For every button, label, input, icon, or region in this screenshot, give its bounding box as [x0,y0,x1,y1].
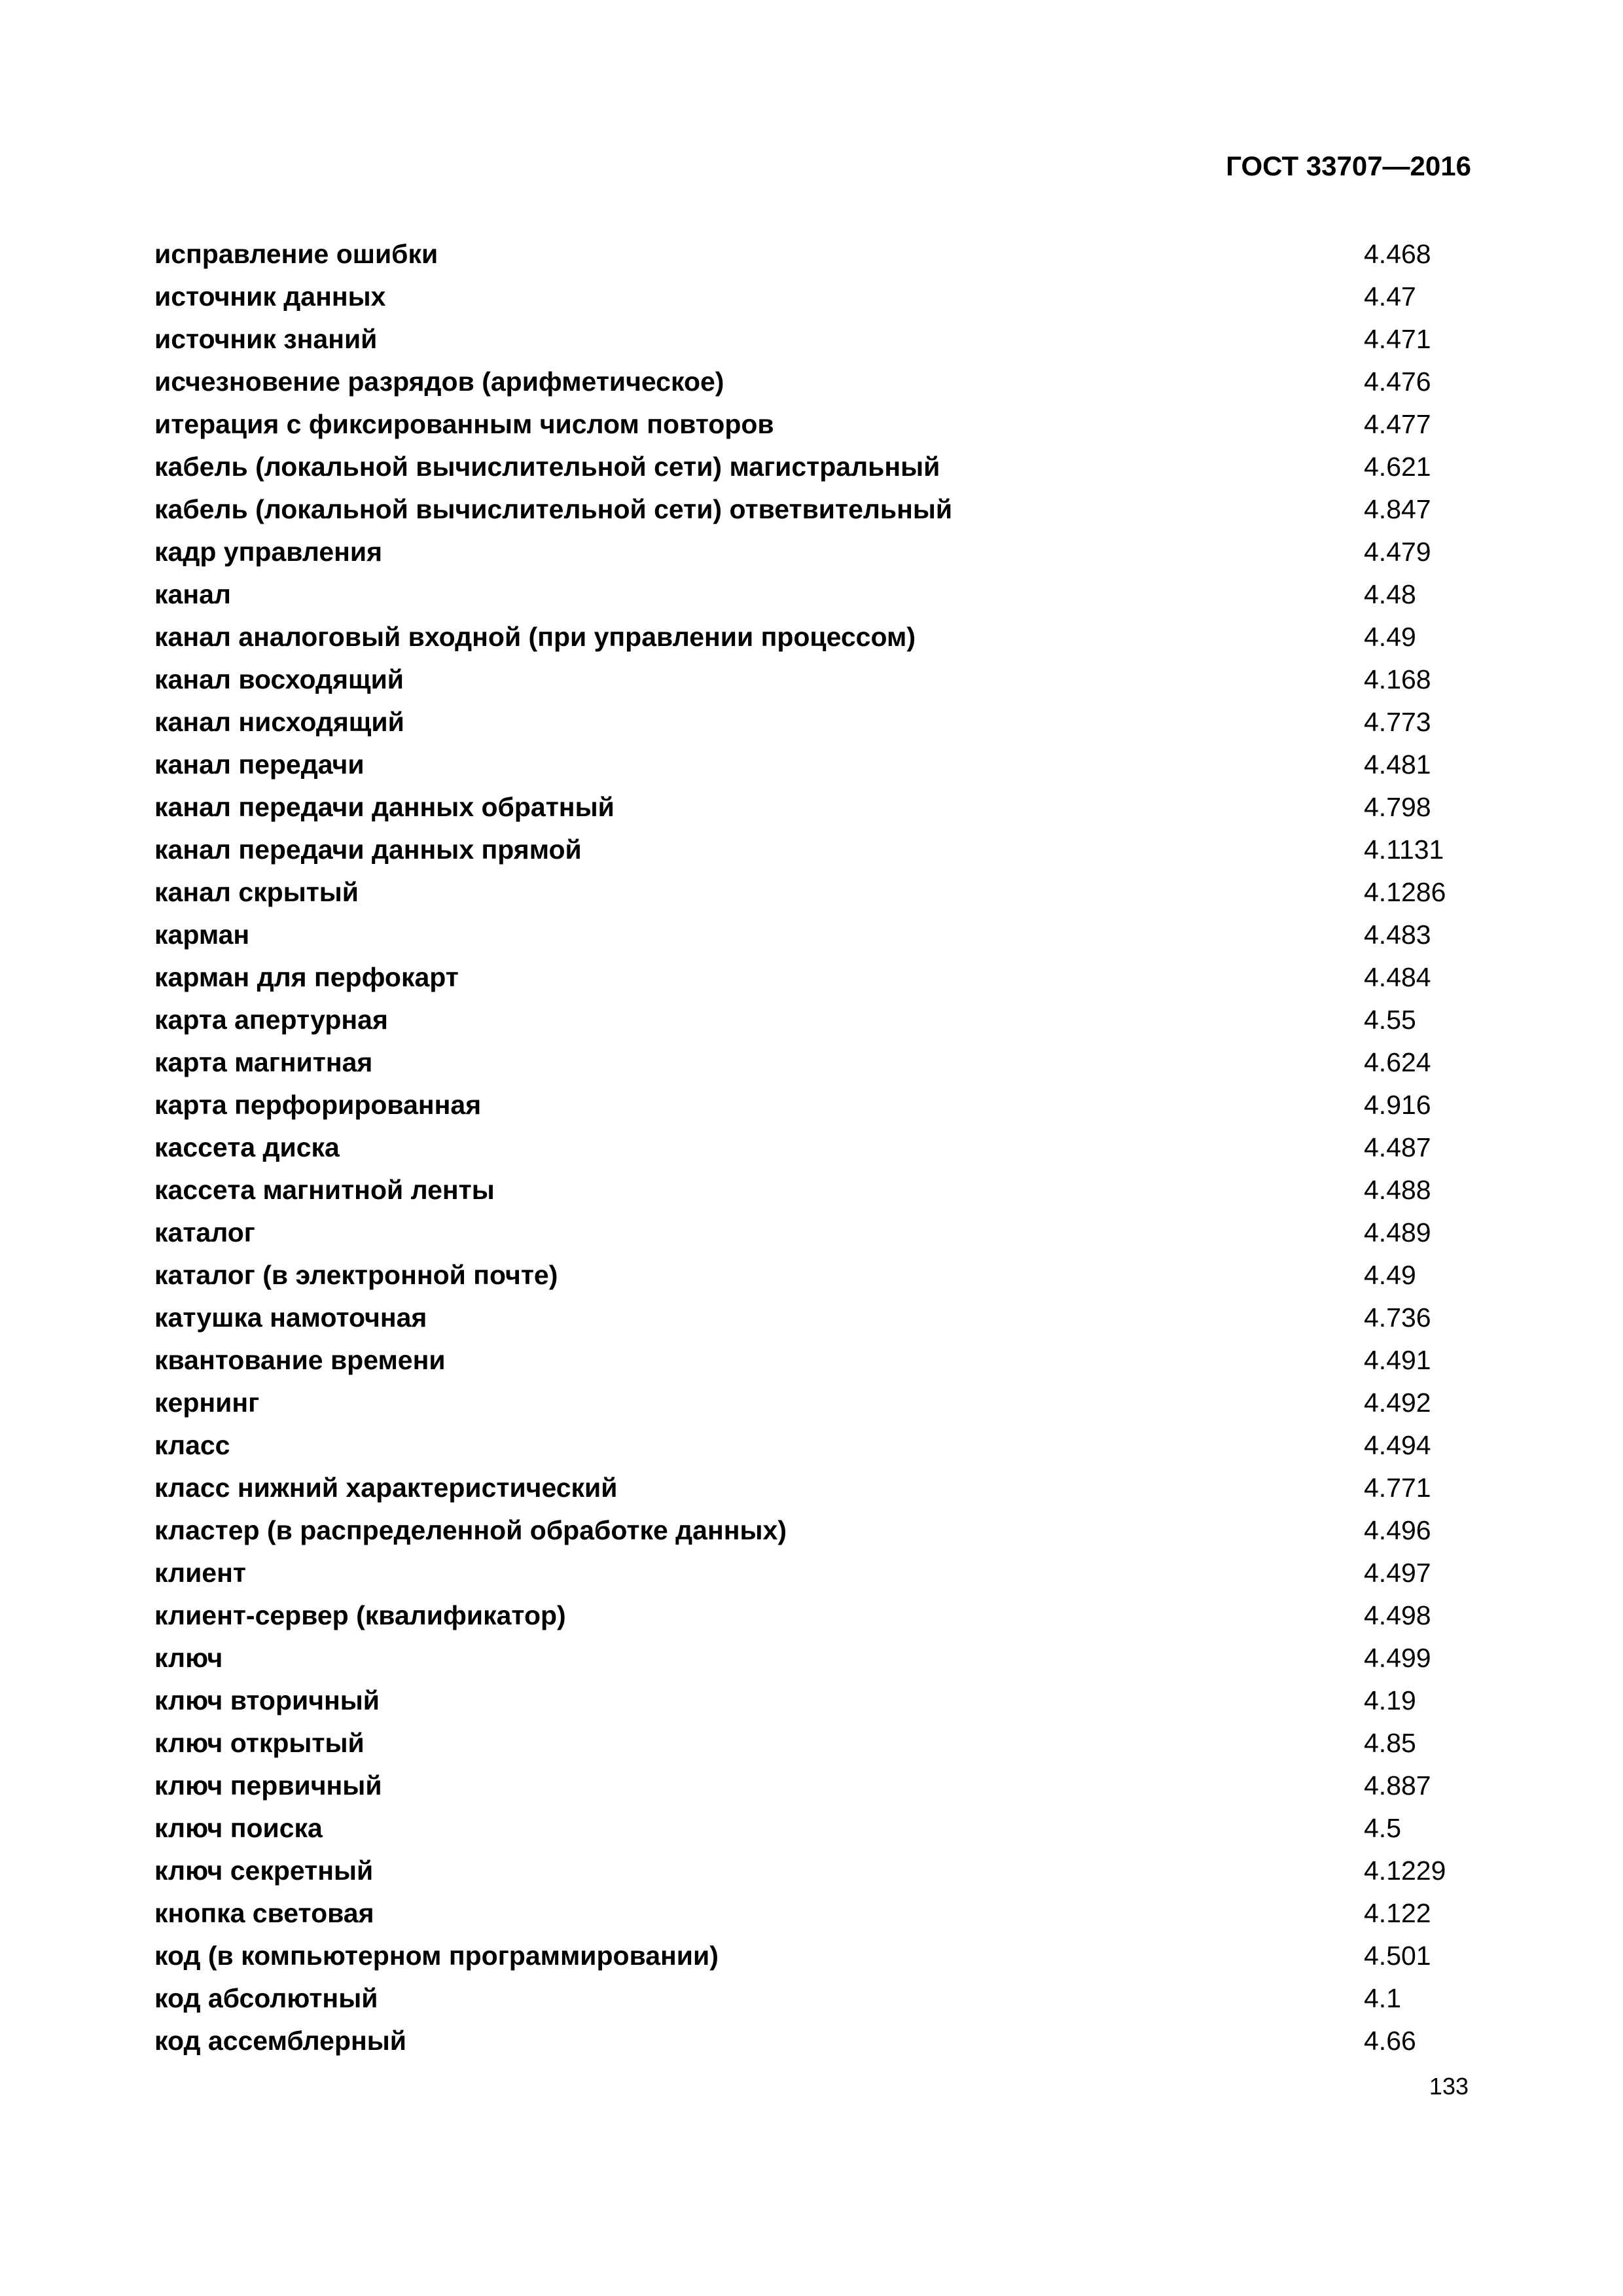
index-entry [154,1935,1476,1977]
index-term: канал передачи данных обратный [154,792,615,822]
index-entry [154,616,1476,658]
index-entry [154,956,1476,999]
index-reference: 4.621 [1364,452,1431,482]
index-entry [154,1892,1476,1935]
index-reference: 4.468 [1364,239,1431,269]
index-entry [154,1382,1476,1424]
index-term: кадр управления [154,537,383,567]
index-reference: 4.488 [1364,1175,1431,1205]
standard-code: ГОСТ 33707—2016 [1226,151,1471,181]
index-entry [154,1977,1476,2020]
index-reference: 4.1131 [1364,834,1444,865]
index-reference: 4.483 [1364,920,1431,950]
index-term: кнопка световая [154,1898,374,1928]
index-reference: 4.624 [1364,1047,1431,1077]
index-reference: 4.1229 [1364,1856,1446,1886]
index-term: каталог (в электронной почте) [154,1260,558,1290]
index-reference: 4.916 [1364,1090,1431,1120]
index-reference: 4.487 [1364,1132,1431,1162]
index-entry [154,914,1476,956]
index-reference: 4.501 [1364,1941,1431,1971]
index-reference: 4.798 [1364,792,1431,822]
index-entry [154,446,1476,488]
index-reference: 4.476 [1364,367,1431,397]
index-reference: 4.471 [1364,324,1431,354]
index-entry [154,786,1476,829]
index-term: канал восходящий [154,664,404,694]
index-term: канал нисходящий [154,707,404,737]
index-entry [154,1254,1476,1297]
index-entry [154,2020,1476,2062]
index-term: класс [154,1430,230,1460]
index-entry [154,744,1476,786]
index-term: кабель (локальной вычислительной сети) ответвительный [154,494,953,524]
index-term: итерация с фиксированным числом повторов [154,409,774,439]
index-term: канал скрытый [154,877,359,907]
index-entry [154,871,1476,914]
index-entry [154,1041,1476,1084]
index-entry [154,1637,1476,1679]
index-entry [154,233,1476,276]
index-entry [154,1211,1476,1254]
index-entry [154,1765,1476,1807]
index-entry [154,531,1476,573]
index-entry [154,999,1476,1041]
index-reference: 4.499 [1364,1643,1431,1673]
index-reference: 4.736 [1364,1302,1431,1333]
index-reference: 4.491 [1364,1345,1431,1375]
index-term: источник данных [154,281,386,312]
index-reference: 4.5 [1364,1813,1401,1843]
index-reference: 4.55 [1364,1005,1416,1035]
index-term: ключ открытый [154,1728,365,1758]
index-term: канал передачи данных прямой [154,834,582,865]
term-index-list [154,233,1476,2062]
index-term: ключ [154,1643,223,1673]
index-entry [154,1722,1476,1765]
index-reference: 4.496 [1364,1515,1431,1545]
index-entry [154,276,1476,318]
index-entry [154,658,1476,701]
index-term: канал [154,579,231,609]
index-reference: 4.498 [1364,1600,1431,1630]
index-reference: 4.47 [1364,281,1416,312]
index-term: карман для перфокарт [154,962,459,992]
index-entry [154,318,1476,361]
index-term: код ассемблерный [154,2026,406,2056]
index-reference: 4.48 [1364,579,1416,609]
index-reference: 4.771 [1364,1473,1431,1503]
index-term: карта апертурная [154,1005,388,1035]
index-entry [154,403,1476,446]
index-reference: 4.168 [1364,664,1431,694]
index-term: карта перфорированная [154,1090,482,1120]
index-reference: 4.492 [1364,1388,1431,1418]
index-term: канал передачи [154,749,365,780]
index-entry [154,1467,1476,1509]
index-term: кассета диска [154,1132,340,1162]
index-term: кластер (в распределенной обработке данных) [154,1515,787,1545]
index-reference: 4.49 [1364,1260,1416,1290]
index-term: квантование времени [154,1345,446,1375]
index-entry [154,1424,1476,1467]
index-term: класс нижний характеристический [154,1473,618,1503]
index-term: клиент-сервер (квалификатор) [154,1600,566,1630]
index-entry [154,829,1476,871]
index-entry [154,1850,1476,1892]
index-reference: 4.489 [1364,1217,1431,1247]
index-entry [154,1126,1476,1169]
index-term: кассета магнитной ленты [154,1175,495,1205]
index-entry [154,488,1476,531]
index-reference: 4.887 [1364,1770,1431,1801]
index-term: карта магнитная [154,1047,373,1077]
index-reference: 4.1 [1364,1983,1401,2013]
index-term: ключ секретный [154,1856,374,1886]
index-reference: 4.85 [1364,1728,1416,1758]
index-reference: 4.49 [1364,622,1416,652]
index-entry [154,573,1476,616]
index-entry [154,1679,1476,1722]
index-entry [154,701,1476,744]
index-reference: 4.122 [1364,1898,1431,1928]
index-reference: 4.484 [1364,962,1431,992]
index-entry [154,1297,1476,1339]
index-entry [154,1339,1476,1382]
index-term: кернинг [154,1388,260,1418]
index-reference: 4.479 [1364,537,1431,567]
index-entry [154,361,1476,403]
index-entry [154,1084,1476,1126]
index-entry [154,1807,1476,1850]
index-reference: 4.497 [1364,1558,1431,1588]
index-entry [154,1509,1476,1552]
index-entry [154,1169,1476,1211]
index-term: источник знаний [154,324,378,354]
index-term: исправление ошибки [154,239,438,269]
index-reference: 4.494 [1364,1430,1431,1460]
index-entry [154,1594,1476,1637]
index-reference: 4.477 [1364,409,1431,439]
index-reference: 4.847 [1364,494,1431,524]
index-term: исчезновение разрядов (арифметическое) [154,367,724,397]
index-term: канал аналоговый входной (при управлении процессом) [154,622,916,652]
index-term: катушка намоточная [154,1302,427,1333]
index-reference: 4.66 [1364,2026,1416,2056]
index-term: код абсолютный [154,1983,378,2013]
index-entry [154,1552,1476,1594]
index-term: клиент [154,1558,246,1588]
index-reference: 4.481 [1364,749,1431,780]
index-term: карман [154,920,250,950]
index-term: ключ первичный [154,1770,382,1801]
index-reference: 4.19 [1364,1685,1416,1715]
index-reference: 4.1286 [1364,877,1446,907]
index-term: ключ поиска [154,1813,323,1843]
index-term: код (в компьютерном программировании) [154,1941,719,1971]
page-number: 133 [1429,2073,1469,2100]
index-term: каталог [154,1217,255,1247]
index-term: кабель (локальной вычислительной сети) магистральный [154,452,940,482]
index-term: ключ вторичный [154,1685,380,1715]
index-reference: 4.773 [1364,707,1431,737]
